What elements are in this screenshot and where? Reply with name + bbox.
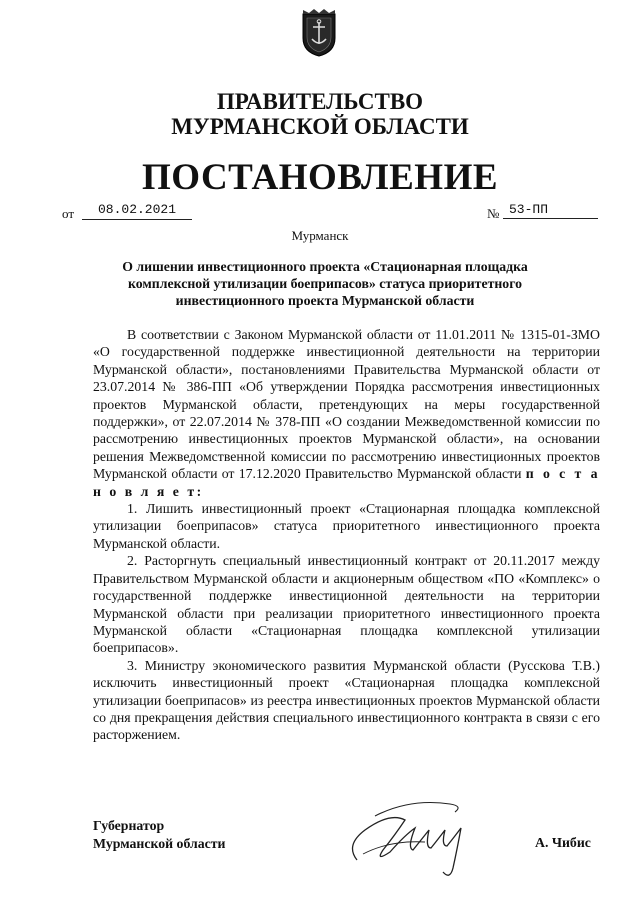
preamble-text: В соответствии с Законом Мурманской области от 11.01.2011 № 1315-01-ЗМО «О государственной поддержке инвестиционной деятельности на территории Мурманской области», постановлениями Правительства Мурманской области от 23.07.2014 № 386-ПП «Об утверждении Порядка рассмотрения инвестиционных проектов Мурманской области, претендующих на меры государственной поддержки», от 22.07.2014 № 378-ПП «О создании Межведомственной комиссии по рассмотрению инвестиционных проектов Мурманской области», на основании решения Межведомственной комиссии по рассмотрению инвестиционных проектов Мурманской области от 17.12.2020 Правительство Мурманской области [93,327,600,482]
document-date: 08.02.2021 [82,201,192,220]
government-name-line2: МУРМАНСКОЙ ОБЛАСТИ [171,114,469,139]
resolution-item-2: 2. Расторгнуть специальный инвестиционный контракт от 20.11.2017 между Правительством Мурманской области и акционерным обществом «ПО «Комплекс» о государственной поддержке инвестиционной деятельности на территории Мурманской области при реализации приоритетного инвестиционного проекта Мурманской области «Стационарная площадка комплексной утилизации боеприпасов». [93,553,600,656]
number-prefix: № [487,206,500,221]
preamble-paragraph [93,326,600,500]
government-name-line1: ПРАВИТЕЛЬСТВО [216,89,424,114]
signer-name: А. Чибис [535,835,591,850]
document-body [93,326,600,744]
document-subject: О лишении инвестиционного проекта «Стационарная площадка комплексной утилизации боеприпасов» статуса приоритетного инвестиционного проекта Мурманской области [122,259,528,308]
signer-position [93,817,226,853]
document-type-title: ПОСТАНОВЛЕНИЕ [141,157,499,198]
signer-position-line2: Мурманской области [93,836,226,851]
resolves-word: п о с т а н о в л я е т: [93,466,600,499]
document-number: 53-ПП [503,201,598,219]
resolution-item-3: 3. Министру экономического развития Мурманской области (Русскова Т.В.) исключить инвестиционный проект «Стационарная площадка комплексной утилизации боеприпасов» из реестра инвестиционных проектов Мурманской области со дня прекращения действия специального инвестиционного контракта в связи с его расторжением. [93,657,600,743]
document-city: Мурманск [291,228,349,243]
handwritten-signature [335,790,485,880]
coat-of-arms-icon [299,8,339,58]
signer-position-line1: Губернатор [93,818,165,833]
resolution-item-1: 1. Лишить инвестиционный проект «Стационарная площадка комплексной утилизации боеприпасов» статуса приоритетного инвестиционного проекта Мурманской области. [93,501,600,551]
date-prefix: от [62,206,75,221]
